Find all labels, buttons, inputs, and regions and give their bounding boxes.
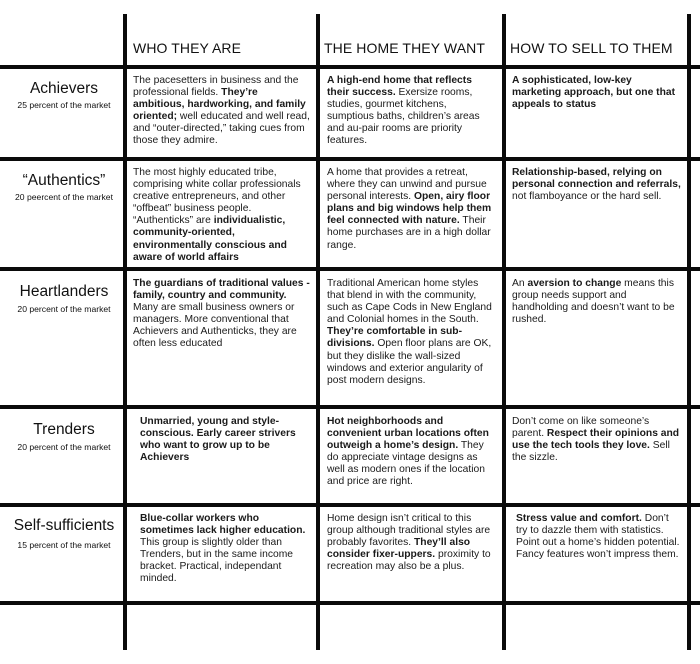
text-run: Don’t come on like someone’s parent. xyxy=(512,416,650,440)
text-run: An xyxy=(512,278,528,289)
text-run: Open floor plans are OK, but they dislike the wall-sized windows and exterior angularity of post modern designs. xyxy=(327,338,492,386)
text-run: proximity to recreation may also be a plus. xyxy=(327,549,491,573)
header-how-to-sell: HOW TO SELL TO THEM xyxy=(510,40,673,56)
segment-pct-achievers: 25 percent of the market xyxy=(17,100,111,110)
text-run: well educated and well read, and “outer-directed,” taking cues from those they admire. xyxy=(133,111,310,147)
segment-pct-heartlanders: 20 percent of the market xyxy=(17,304,111,314)
text-run: Traditional American home styles that blend in with the community, such as Cape Cods in New England and Colonial homes in the South. xyxy=(327,278,492,326)
text-run: The most highly educated tribe, comprising white collar professionals creative entrepreneurs, and other “offbeat” business people. “Authenticks” are xyxy=(133,167,301,227)
bold-text-run: Relationship-based, relying on personal connection and referrals, xyxy=(512,167,681,191)
segment-pct-trenders: 20 percent of the market xyxy=(17,442,111,452)
header-home-they-want: THE HOME THEY WANT xyxy=(324,40,485,56)
text-run: not flamboyance or the hard sell. xyxy=(512,191,662,203)
bold-text-run: A sophisticated, low-key marketing approach, but one that appeals to status xyxy=(512,75,676,111)
trenders-who-cell xyxy=(140,416,305,464)
grid-vline-3 xyxy=(502,14,506,650)
achievers-sell-cell xyxy=(512,75,682,111)
bold-text-run: aversion to change xyxy=(527,278,622,289)
trenders-home-cell xyxy=(327,416,495,489)
text-run: Don’t try to dazzle them with statistics. Point out a home’s hidden potential. Fancy features won’t impress them. xyxy=(516,513,680,561)
heartlanders-sell-cell xyxy=(512,278,682,326)
text-run: A home that provides a retreat, where they can unwind and pursue personal interests. xyxy=(327,167,487,203)
trenders-sell-cell xyxy=(512,416,682,464)
bold-text-run: Open, airy floor plans and big windows help them feel connected with nature. xyxy=(327,191,492,227)
self-sufficients-who-cell xyxy=(140,513,310,586)
segment-pct-authentics: 20 peercent of the market xyxy=(15,192,113,202)
text-run: Sell the sizzle. xyxy=(512,440,670,464)
grid-vline-2 xyxy=(316,14,320,650)
self-sufficients-home-cell xyxy=(327,513,495,573)
self-sufficients-sell-cell xyxy=(516,513,682,561)
grid-hline-6 xyxy=(0,601,700,605)
text-run: Many are small business owners or managers. More conventional that Achievers and Authenticks, they are often less educated xyxy=(133,302,297,350)
bold-text-run: individualistic, community-oriented, environmentally conscious and aware of world affairs xyxy=(133,215,287,263)
segment-pct-self-sufficients: 15 percent of the market xyxy=(17,540,111,550)
segment-name-heartlanders: Heartlanders xyxy=(19,283,109,300)
bold-text-run: Blue-collar workers who sometimes lack higher education. xyxy=(140,513,306,537)
grid-hline-3 xyxy=(0,267,700,271)
achievers-home-cell xyxy=(327,75,495,148)
segment-name-trenders: Trenders xyxy=(33,421,95,438)
bold-text-run: Stress value and comfort. xyxy=(516,513,642,524)
text-run: Their home purchases are in a high dollar range. xyxy=(327,215,491,251)
bold-text-run: Respect their opinions and use the tech tools they love. xyxy=(512,428,680,452)
bold-text-run: A high-end home that reflects their success. xyxy=(327,75,472,99)
bold-text-run: Unmarried, young and style-conscious. Early career strivers who want to grow up to be Achievers xyxy=(140,416,296,464)
grid-vline-4 xyxy=(687,14,691,650)
bold-text-run: They’re ambitious, hardworking, and family oriented; xyxy=(133,87,306,123)
bold-text-run: They’re comfortable in sub-divisions. xyxy=(327,326,463,350)
text-run: Exersize rooms, studies, gourmet kitchens, sumptious baths, children’s areas and au-pair rooms are priority features. xyxy=(327,87,480,147)
grid-hline-4 xyxy=(0,405,700,409)
bold-text-run: Hot neighborhoods and convenient urban locations often outweigh a home’s design. xyxy=(327,416,489,452)
authentics-who-cell xyxy=(133,167,310,264)
text-run: means this group needs support and handholding and doesn’t want to be rushed. xyxy=(512,278,675,326)
header-who-they-are: WHO THEY ARE xyxy=(133,40,242,56)
bold-text-run: The guardians of traditional values - family, country and community. xyxy=(133,278,310,302)
text-run: This group is slightly older than Trenders, but in the same income bracket. Practical, independant minded. xyxy=(140,537,294,585)
segment-name-achievers: Achievers xyxy=(29,80,99,97)
grid-hline-1 xyxy=(0,65,700,69)
achievers-who-cell xyxy=(133,75,310,148)
bold-text-run: They’ll also consider fixer-uppers. xyxy=(327,537,471,561)
segment-name-self-sufficients: Self-sufficients xyxy=(13,517,115,534)
text-run: They do appreciate vintage designs as well as modern ones if the location and price are right. xyxy=(327,440,485,488)
text-run: Home design isn’t critical to this group although traditional styles are probably favorites. xyxy=(327,513,491,549)
segment-name-authentics: “Authentics” xyxy=(22,172,106,189)
authentics-home-cell xyxy=(327,167,495,252)
text-run: The pacesetters in business and the professional fields. xyxy=(133,75,299,99)
grid-hline-2 xyxy=(0,157,700,161)
grid-hline-5 xyxy=(0,503,700,507)
heartlanders-who-cell xyxy=(133,278,310,351)
heartlanders-home-cell xyxy=(327,278,495,387)
authentics-sell-cell xyxy=(512,167,682,203)
